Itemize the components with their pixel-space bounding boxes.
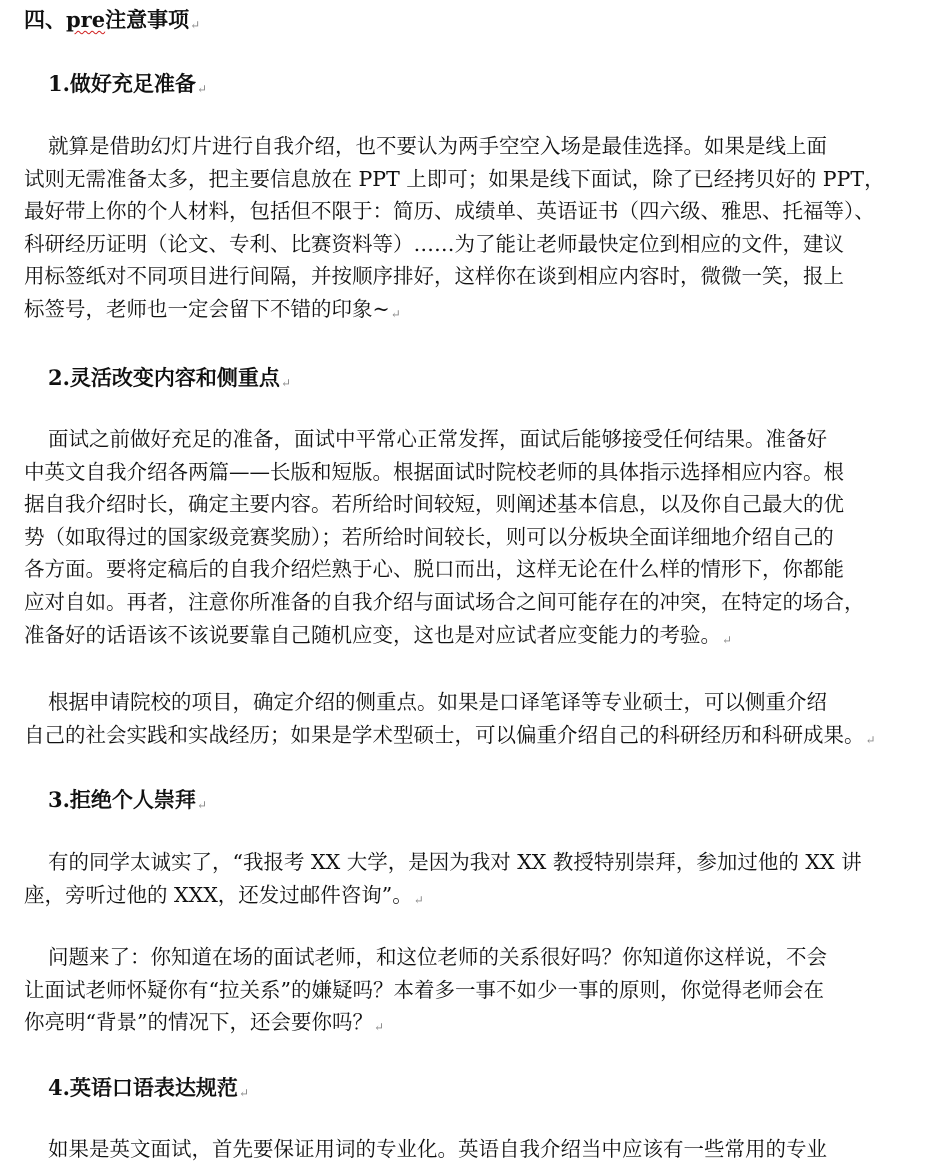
item2-heading-text: 2.灵活改变内容和侧重点 xyxy=(48,365,280,390)
item1-paragraph xyxy=(24,130,914,326)
paragraph-mark-icon: ↵ xyxy=(196,798,207,812)
item4-heading xyxy=(48,1076,249,1105)
text-line: 科研经历证明（论文、专利、比赛资料等）……为了能让老师最快定位到相应的文件，建议 xyxy=(24,231,844,256)
item2-paragraph-2 xyxy=(24,686,914,751)
text-line: 如果是英文面试，首先要保证用词的专业化。英语自我介绍当中应该有一些常用的专业 xyxy=(48,1137,827,1161)
text-line: 根据申请院校的项目，确定介绍的侧重点。如果是口译笔译等专业硕士，可以侧重介绍 xyxy=(48,690,827,714)
item3-paragraph-1 xyxy=(24,846,914,911)
item2-heading xyxy=(48,366,291,395)
item4-heading-text: 4.英语口语表达规范 xyxy=(48,1075,238,1100)
paragraph-mark-icon: ↵ xyxy=(190,18,201,32)
text-line: 让面试老师怀疑你有“拉关系”的嫌疑吗？本着多一事不如少一事的原则，你觉得老师会在 xyxy=(24,977,824,1002)
paragraph-mark-icon: ↵ xyxy=(413,892,424,907)
text-line: 势（如取得过的国家级竞赛奖励）；若所给时间较长，则可以分板块全面详细地介绍自己的 xyxy=(24,524,834,549)
paragraph-mark-icon: ↵ xyxy=(196,82,207,96)
item2-paragraph-1 xyxy=(24,423,914,651)
item3-heading-text: 3.拒绝个人崇拜 xyxy=(48,787,196,812)
text-line: 自己的社会实践和实战经历；如果是学术型硕士，可以偏重介绍自己的科研经历和科研成果。 xyxy=(24,722,865,747)
paragraph-mark-icon: ↵ xyxy=(722,632,733,647)
item1-heading-text: 1.做好充足准备 xyxy=(48,71,196,96)
text-line: 座，旁听过他的 XXX，还发过邮件咨询”。 xyxy=(24,882,413,907)
text-line: 最好带上你的个人材料，包括但不限于：简历、成绩单、英语证书（四六级、雅思、托福等）、 xyxy=(24,199,875,224)
item3-paragraph-2 xyxy=(24,941,914,1039)
text-line: 标签号，老师也一定会留下不错的印象~ xyxy=(24,296,390,321)
text-line: 各方面。要将定稿后的自我介绍烂熟于心、脱口而出，这样无论在什么样的情形下，你都能 xyxy=(24,557,844,582)
section-heading xyxy=(24,8,200,37)
text-line: 用标签纸对不同项目进行间隔，并按顺序排好，这样你在谈到相应内容时，微微一笑，报上 xyxy=(24,264,844,289)
paragraph-mark-icon: ↵ xyxy=(238,1086,249,1100)
paragraph-mark-icon: ↵ xyxy=(280,376,291,390)
text-line: 你亮明“背景”的情况下，还会要你吗？ xyxy=(24,1010,373,1035)
text-line: 据自我介绍时长，确定主要内容。若所给时间较短，则阐述基本信息，以及你自己最大的优 xyxy=(24,492,844,517)
section-heading-suffix: 注意事项 xyxy=(105,7,190,32)
section-heading-prefix: 四、 xyxy=(24,7,66,32)
text-line: 中英文自我介绍各两篇——长版和短版。根据面试时院校老师的具体指示选择相应内容。根 xyxy=(24,459,844,484)
item1-heading xyxy=(48,72,207,101)
text-line: 面试之前做好充足的准备，面试中平常心正常发挥，面试后能够接受任何结果。准备好 xyxy=(48,427,827,451)
text-line: 试则无需准备太多，把主要信息放在 PPT 上即可；如果是线下面试，除了已经拷贝好的 PPT， xyxy=(24,166,885,191)
text-line: 问题来了：你知道在场的面试老师，和这位老师的关系很好吗？你知道你这样说，不会 xyxy=(48,945,827,969)
text-line: 有的同学太诚实了，“我报考 XX 大学，是因为我对 XX 教授特别崇拜，参加过他的 XX 讲 xyxy=(48,850,862,874)
paragraph-mark-icon: ↵ xyxy=(373,1020,385,1035)
text-line: 准备好的话语该不该说要靠自己随机应变，这也是对应试者应变能力的考验。 xyxy=(24,622,721,647)
paragraph-mark-icon: ↵ xyxy=(865,732,876,747)
text-line: 应对自如。再者，注意你所准备的自我介绍与面试场合之间可能存在的冲突，在特定的场合， xyxy=(24,589,865,614)
item3-heading xyxy=(48,788,207,817)
text-line: 就算是借助幻灯片进行自我介绍，也不要认为两手空空入场是最佳选择。如果是线上面 xyxy=(48,134,827,158)
paragraph-mark-icon: ↵ xyxy=(390,306,401,321)
spellcheck-underlined-word: pre xyxy=(66,7,106,32)
item4-paragraph xyxy=(24,1133,914,1166)
